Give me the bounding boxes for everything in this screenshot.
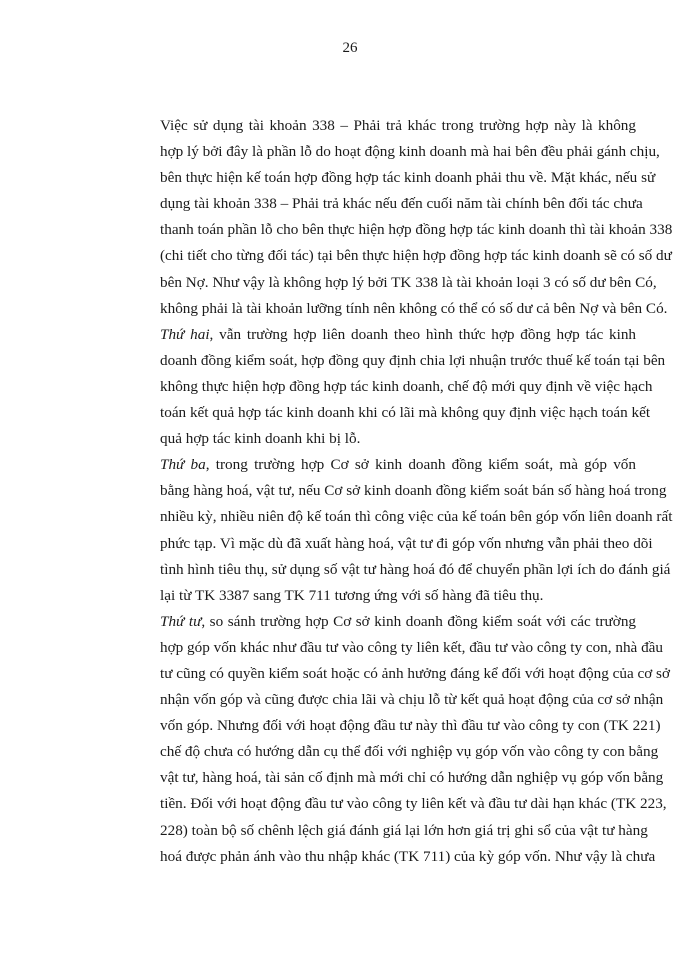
text-line: toán kết quả hợp tác kinh doanh khi có lãi mà không quy định việc hạch toán kết [160,404,651,422]
text-line: doanh đồng kiểm soát, hợp đồng quy định chia lợi nhuận trước thuế kế toán tại bên [160,351,666,369]
paragraph-4 [126,609,670,870]
paragraph-lead: Thứ tư [160,612,202,630]
text-line: tư cũng có quyền kiểm soát hoặc có ảnh hưởng đáng kể đối với hoạt động của cơ sở [160,664,670,682]
text-line: 228) toàn bộ số chênh lệch giá đánh giá lại lớn hơn giá trị ghi sổ của vật tư hàng [160,821,648,839]
text-line: vật tư, hàng hoá, tài sản cố định mà mới chỉ có hướng dẫn nghiệp vụ góp vốn bằng [160,769,664,787]
text-line: nhiều kỳ, nhiều niên độ kế toán thì công việc của kế toán bên góp vốn liên doanh rất [160,508,673,526]
text-line: thanh toán phần lỗ cho bên thực hiện hợp đồng hợp tác kinh doanh thì tài khoản 338 [160,221,673,239]
text-line: tình hình tiêu thụ, sử dụng số vật tư hàng hoá đó để chuyển phần lợi ích do đánh giá [160,560,671,578]
text-line: nhận vốn góp và cũng được chia lãi và chịu lỗ từ kết quả hoạt động của cơ sở nhận [160,691,664,709]
text-line: bằng hàng hoá, vật tư, nếu Cơ sở kinh doanh đồng kiểm soát bán số hàng hoá trong [160,482,667,500]
paragraph-1 [126,113,673,322]
text-line: dụng tài khoản 338 – Phải trả khác nếu đến cuối năm tài chính bên đối tác chưa [160,195,643,213]
text-line: không thực hiện hợp đồng hợp tác kinh doanh, chế độ mới quy định về việc hạch [160,377,653,395]
text-run: , trong trường hợp Cơ sở kinh doanh đồng kiểm soát, mà góp vốn [205,456,636,474]
text-line: vốn góp. Nhưng đối với hoạt động đầu tư này thì đầu tư vào công ty con (TK 221) [160,717,661,735]
text-line: phức tạp. Vì mặc dù đã xuất hàng hoá, vật tư đi góp vốn nhưng vẫn phải theo dõi [160,534,653,552]
text-line: hợp lý bởi đây là phần lỗ do hoạt động kinh doanh mà hai bên đều phải gánh chịu, [160,143,660,161]
text-line: tiền. Đối với hoạt động đầu tư vào công ty liên kết và đầu tư dài hạn khác (TK 223, [160,795,667,813]
text-line: quả hợp tác kinh doanh khi bị lỗ. [160,430,361,448]
text-line [126,609,636,635]
paragraph-2 [126,322,666,452]
text-line: hợp góp vốn khác như đầu tư vào công ty liên kết, đầu tư vào công ty con, nhà đầu [160,638,664,656]
body-text [126,113,673,870]
text-line: hoá được phản ánh vào thu nhập khác (TK 711) của kỳ góp vốn. Như vậy là chưa [160,847,656,865]
text-line: không phải là tài khoản lưỡng tính nên không có thể có số dư cả bên Nợ và bên Có. [160,299,668,317]
text-line: (chi tiết cho từng đối tác) tại bên thực hiện hợp đồng hợp tác kinh doanh sẽ có số dư [160,247,672,265]
text-line [126,452,636,478]
text-line: bên thực hiện kế toán hợp đồng hợp tác kinh doanh phải thu về. Mặt khác, nếu sử [160,169,656,187]
text-line: lại từ TK 3387 sang TK 711 tương ứng với số hàng đã tiêu thụ. [160,586,544,604]
text-run: , vẫn trường hợp liên doanh theo hình thức hợp đồng hợp tác kinh [209,325,637,343]
paragraph-lead: Thứ ba [160,456,206,474]
text-line: chế độ chưa có hướng dẫn cụ thể đối với nghiệp vụ góp vốn vào công ty con bằng [160,743,659,761]
text-run: , so sánh trường hợp Cơ sở kinh doanh đồng kiểm soát với các trường [201,612,637,630]
text-line [126,322,636,348]
paragraph-3 [126,452,673,609]
paragraph-lead: Thứ hai [160,325,210,343]
text-line: bên Nợ. Như vậy là không hợp lý bởi TK 338 là tài khoản loại 3 có số dư bên Có, [160,273,657,291]
page-number: 26 [342,40,358,56]
text-line: Việc sử dụng tài khoản 338 – Phải trả khác trong trường hợp này là không [160,117,636,134]
